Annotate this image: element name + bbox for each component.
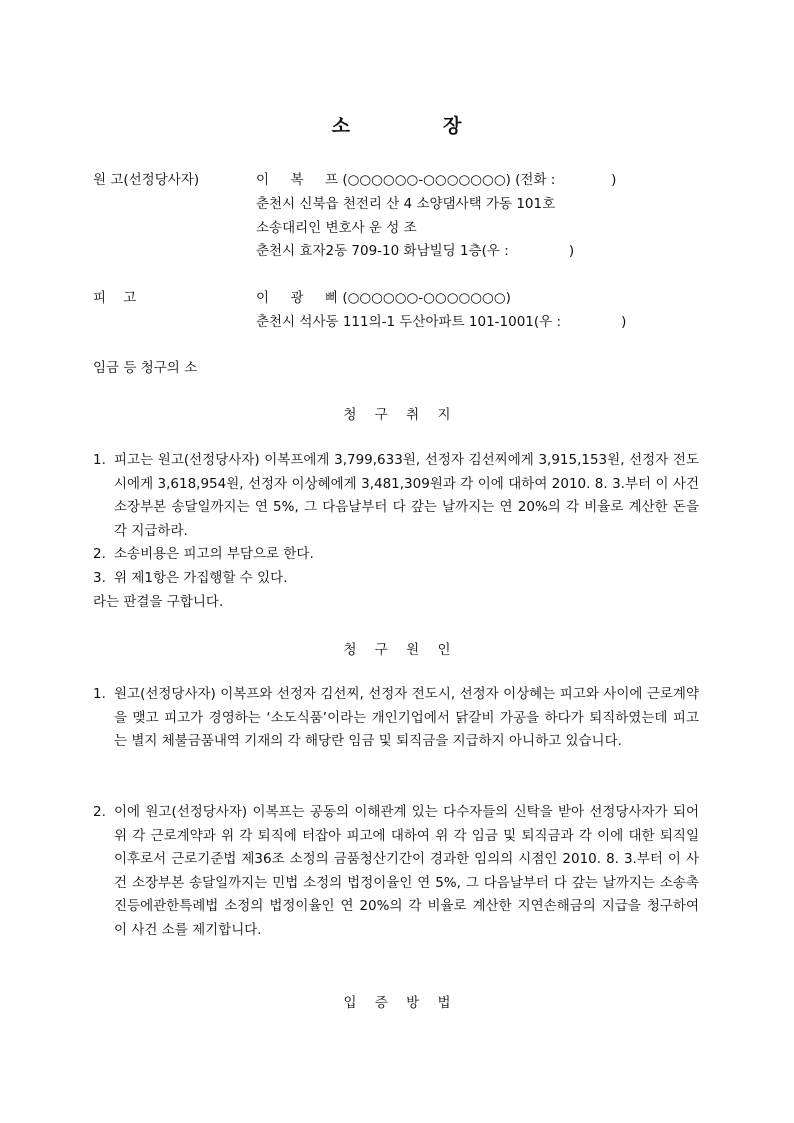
- defendant-label: 피 고: [93, 290, 137, 306]
- cause-item-2-block: [93, 801, 699, 942]
- purpose-item-1: [93, 449, 699, 543]
- purpose-item-2: [93, 543, 699, 567]
- case-name: 임금 등 청구의 소: [93, 360, 198, 376]
- title-char-1: 소: [331, 115, 351, 137]
- cause-item-2-num: 2.: [93, 804, 106, 820]
- cause-item-1: [93, 683, 699, 754]
- evidence-heading: 입 증 방 법: [343, 995, 451, 1011]
- purpose-item-1-text: 피고는 원고(선정당사자) 이복프에게 3,799,633원, 선정자 김선찌에게 3,915,153원, 선정자 전도시에게 3,618,954원, 선정자 이상혜에게 3,481,309원과 각 이에 대하여 2010. 8. 3.부터 이 사건 소장부본 송달일까지는 연 5%, 그 다음날부터 다 갚는 날까지는 연 20%의 각 비율로 계산한 돈을 각 지급하라.: [114, 452, 699, 539]
- document-title: [0, 111, 794, 138]
- purpose-item-3-text: 위 제1항은 가집행할 수 있다.: [114, 569, 288, 586]
- purpose-item-2-text: 소송비용은 피고의 부담으로 한다.: [114, 546, 314, 562]
- purpose-item-2-num: 2.: [93, 546, 106, 562]
- cause-item-1-block: [93, 683, 699, 754]
- plaintiff-address: 춘천시 신북읍 천전리 산 4 소양댐사택 가동 101호: [256, 196, 556, 212]
- purpose-item-1-num: 1.: [93, 452, 106, 468]
- plaintiff-label: 원 고(선정당사자): [93, 172, 200, 188]
- cause-item-1-num: 1.: [93, 686, 106, 702]
- plaintiff-attorney-address: 춘천시 효자2동 709-10 화남빌딩 1층(우 : ): [256, 243, 575, 259]
- purpose-closing: 라는 판결을 구합니다.: [93, 594, 224, 610]
- plaintiff-name-line: 이 복 프 (○○○○○○-○○○○○○○) (전화 : ): [256, 172, 617, 188]
- cause-item-2: [93, 801, 699, 942]
- plaintiff-attorney: 소송대리인 변호사 운 성 조: [256, 220, 417, 236]
- purpose-heading: 청 구 취 지: [343, 407, 451, 423]
- defendant-name-line: 이 광 삐 (○○○○○○-○○○○○○○): [256, 290, 511, 306]
- cause-item-2-text: 이에 원고(선정당사자) 이복프는 공동의 이해관계 있는 다수자들의 신탁을 받아 선정당사자가 되어 위 각 근로계약과 위 각 퇴직에 터잡아 피고에 대하여 위 각 임금 및 퇴직금과 각 이에 대한 퇴직일 이후로서 근로기준법 제36조 소정의 금품청산기간이 경과한 임의의 시점인 2010. 8. 3.부터 이 사건 소장부본 송달일까지는 민법 소정의 법정이율인 연 5%, 그 다음날부터 다 갚는 날까지는 소송촉진등에관한특례법 소정의 법정이율인 연 20%의 각 비율로 계산한 지연손해금의 지급을 청구하여 이 사건 소를 제기합니다.: [114, 804, 699, 938]
- title-char-2: 장: [443, 115, 463, 137]
- cause-item-1-text: 원고(선정당사자) 이복프와 선정자 김선찌, 선정자 전도시, 선정자 이상혜는 피고와 사이에 근로계약을 맺고 피고가 경영하는 ‘소도식품’이라는 개인기업에서 닭갈비 가공을 하다가 퇴직하였는데 피고는 별지 체불금품내역 기재의 각 해당란 임금 및 퇴직금을 지급하지 아니하고 있습니다.: [114, 686, 699, 749]
- cause-heading: 청 구 원 인: [343, 642, 451, 658]
- purpose-item-3: [93, 567, 699, 591]
- purpose-section: [93, 449, 699, 614]
- purpose-item-3-num: 3.: [93, 569, 106, 586]
- defendant-address: 춘천시 석사동 111의-1 두산아파트 101-1001(우 : ): [256, 314, 627, 330]
